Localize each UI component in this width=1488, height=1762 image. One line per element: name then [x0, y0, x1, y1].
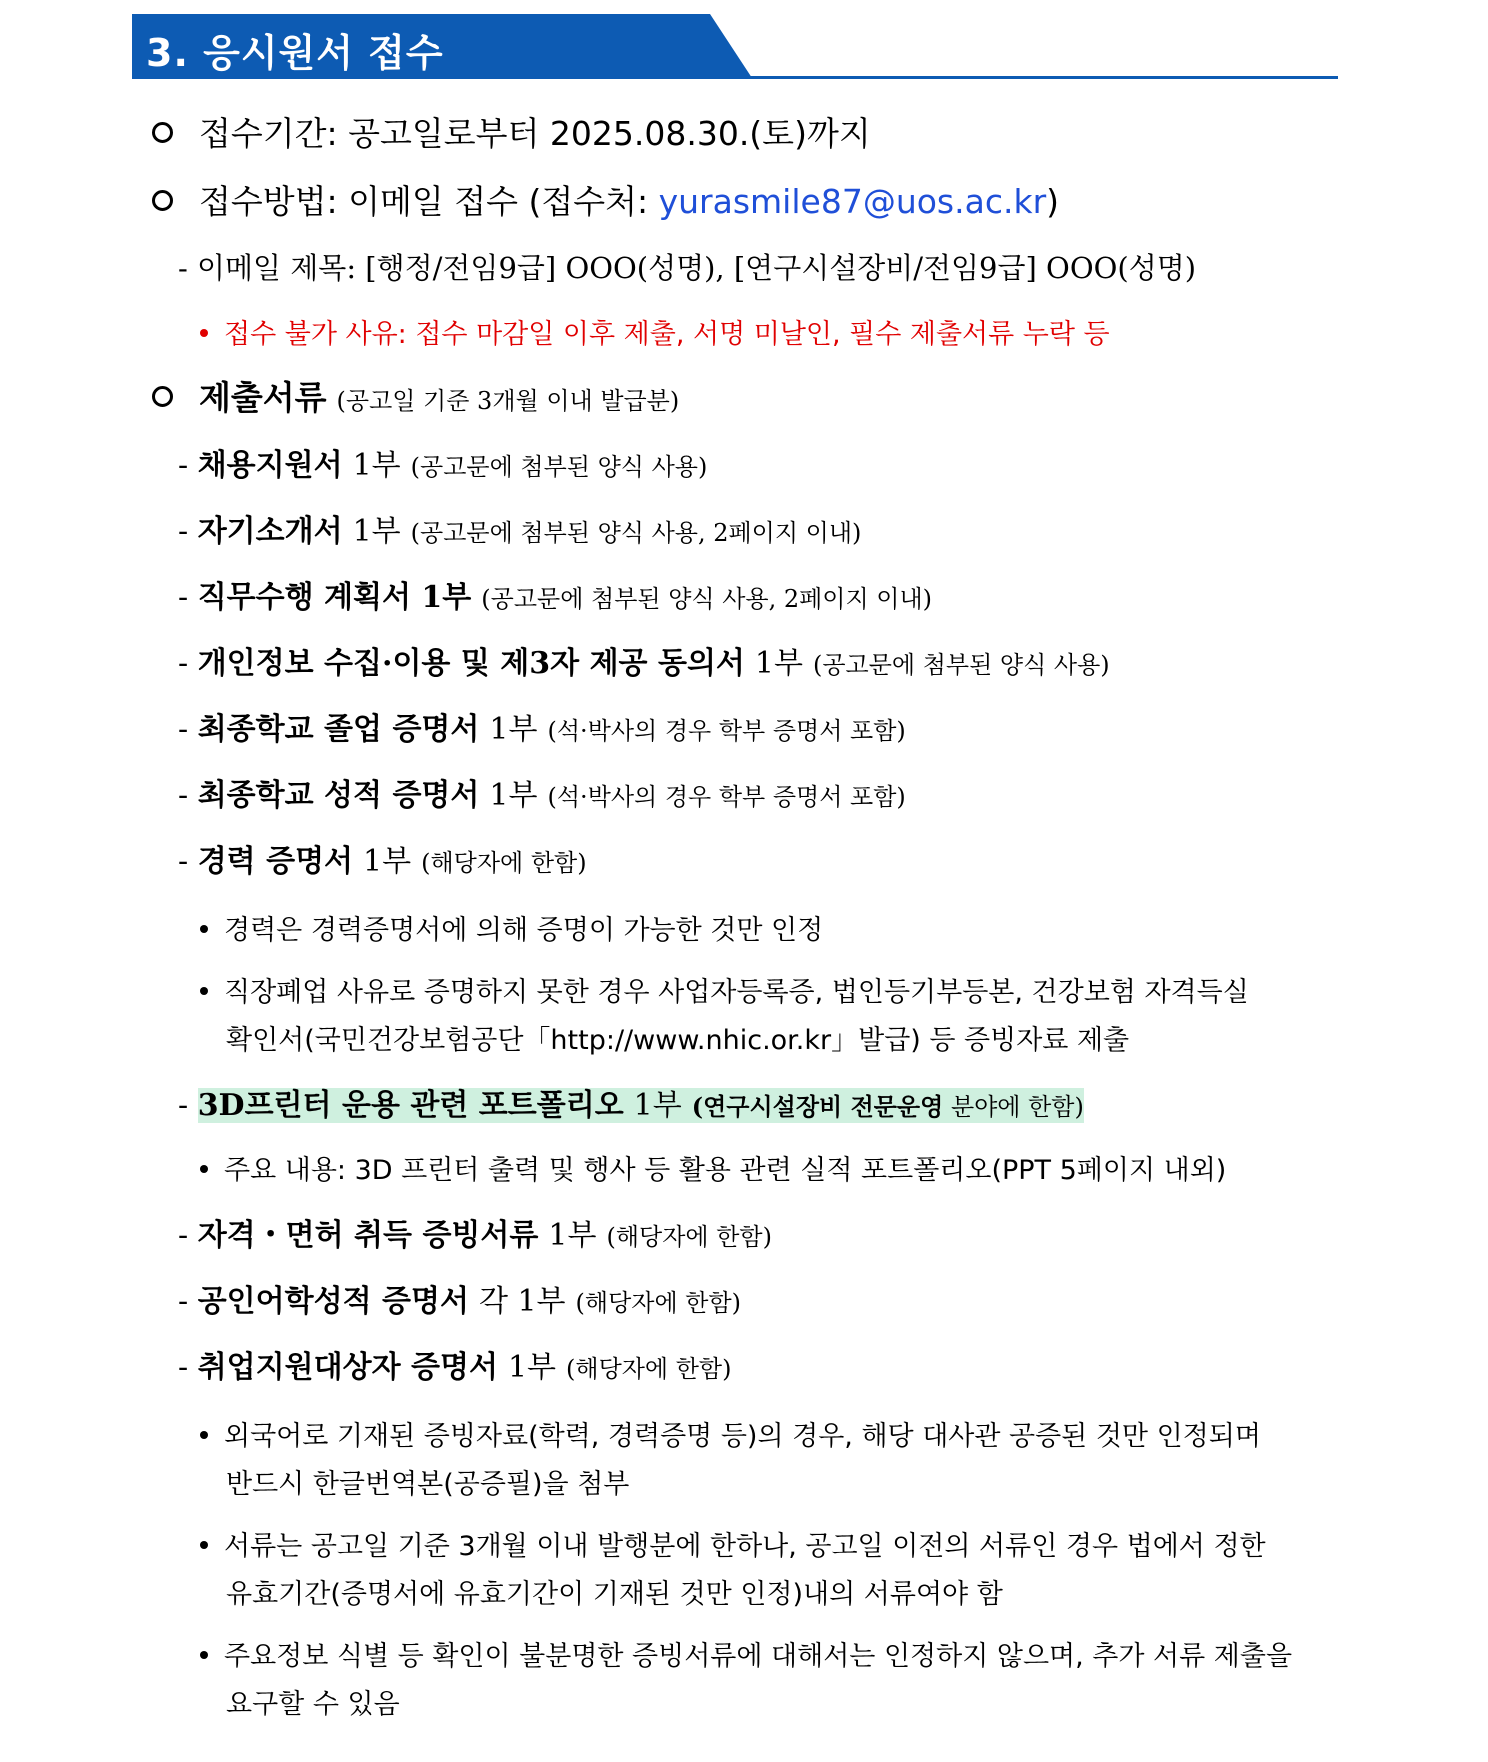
doc-item: - 자기소개서 1부 (공고문에 첨부된 양식 사용, 2페이지 이내): [178, 514, 862, 549]
bullet-icon: [200, 329, 208, 337]
docs-note: (공고일 기준 3개월 이내 발급분): [336, 387, 680, 415]
note-continued: 유효기간(증명서에 유효기간이 기재된 것만 인정)내의 서류여야 함: [226, 1579, 1003, 1610]
career-bullet: 경력은 경력증명서에 의해 증명이 가능한 것만 인정: [200, 908, 823, 947]
career-bullet-continued: 확인서(국민건강보험공단「http://www.nhic.or.kr」발급) 등 증빙자료 제출: [226, 1025, 1130, 1056]
doc-item: - 개인정보 수집·이용 및 제3자 제공 동의서 1부 (공고문에 첨부된 양식 사용): [178, 646, 1110, 681]
doc-item: - 최종학교 성적 증명서 1부 (석·박사의 경우 학부 증명서 포함): [178, 778, 906, 813]
bullet-icon: [200, 1165, 208, 1173]
docs-title-row: [152, 372, 679, 419]
doc-item: - 직무수행 계획서 1부 (공고문에 첨부된 양식 사용, 2페이지 이내): [178, 580, 933, 615]
circle-bullet-icon: [152, 386, 173, 407]
section-header: [132, 14, 1338, 80]
doc-item: - 최종학교 졸업 증명서 1부 (석·박사의 경우 학부 증명서 포함): [178, 712, 906, 747]
email-subject-text: 이메일 제목: [행정/전임9급] OOO(성명), [연구시설장비/전임9급] OOO(성명): [197, 251, 1197, 285]
portfolio-bullet: 주요 내용: 3D 프린터 출력 및 행사 등 활용 관련 실적 포트폴리오(PPT 5페이지 내외): [200, 1148, 1226, 1187]
bullet-icon: [200, 1651, 208, 1659]
reject-reason-text: 접수 불가 사유: 접수 마감일 이후 제출, 서명 미날인, 필수 제출서류 누락 등: [224, 319, 1110, 350]
email-subject-row: - 이메일 제목: [행정/전임9급] OOO(성명), [연구시설장비/전임9급] OOO(성명): [178, 251, 1197, 285]
doc-item: - 취업지원대상자 증명서 1부 (해당자에 한함): [178, 1350, 732, 1385]
bullet-icon: [200, 1541, 208, 1549]
docs-title: 제출서류: [199, 378, 327, 417]
bullet-icon: [200, 1431, 208, 1439]
bullet-icon: [200, 925, 208, 933]
note-continued: 요구할 수 있음: [226, 1689, 400, 1720]
reject-reason-row: [200, 312, 1110, 351]
bullet-icon: [200, 987, 208, 995]
circle-bullet-icon: [152, 122, 173, 143]
doc-item: - 공인어학성적 증명서 각 1부 (해당자에 한함): [178, 1284, 742, 1319]
note-bullet: 외국어로 기재된 증빙자료(학력, 경력증명 등)의 경우, 해당 대사관 공증된 것만 인정되며: [200, 1414, 1261, 1453]
career-bullet: 직장폐업 사유로 증명하지 못한 경우 사업자등록증, 법인등기부등본, 건강보험 자격득실: [200, 970, 1249, 1009]
period-row: [152, 108, 871, 155]
doc-item: - 경력 증명서 1부 (해당자에 한함): [178, 844, 587, 879]
note-bullet: 주요정보 식별 등 확인이 불분명한 증빙서류에 대해서는 인정하지 않으며, 추가 서류 제출을: [200, 1634, 1292, 1673]
note-bullet: 서류는 공고일 기준 3개월 이내 발행분에 한하나, 공고일 이전의 서류인 경우 법에서 정한: [200, 1524, 1266, 1563]
email-link[interactable]: yurasmile87@uos.ac.kr: [658, 182, 1047, 221]
period-text: 접수기간: 공고일로부터 2025.08.30.(토)까지: [199, 114, 871, 153]
note-continued: 반드시 한글번역본(공증필)을 첨부: [226, 1469, 630, 1500]
doc-item: - 자격・면허 취득 증빙서류 1부 (해당자에 한함): [178, 1218, 772, 1253]
method-prefix: 접수방법: 이메일 접수 (접수처:: [199, 182, 659, 221]
portfolio-item: - 3D프린터 운용 관련 포트폴리오 1부 (연구시설장비 전문운영 분야에 한함): [178, 1088, 1084, 1123]
doc-item: - 채용지원서 1부 (공고문에 첨부된 양식 사용): [178, 448, 708, 483]
method-suffix: ): [1046, 182, 1060, 221]
section-title: 3. 응시원서 접수: [146, 31, 444, 75]
method-row: [152, 176, 1059, 223]
circle-bullet-icon: [152, 190, 173, 211]
